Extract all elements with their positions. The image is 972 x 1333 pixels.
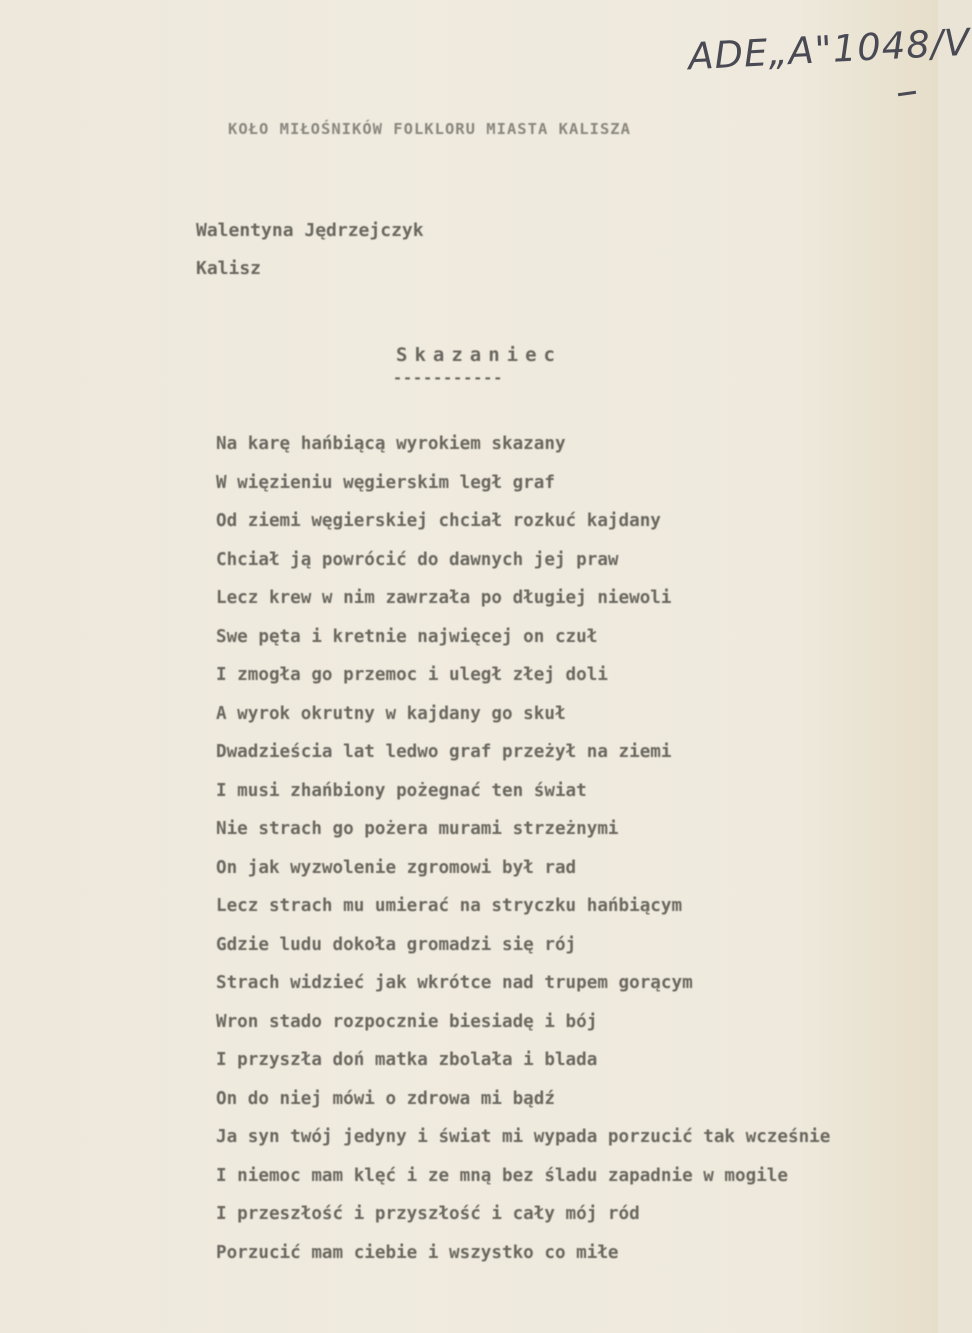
poem-line: Chciał ją powrócić do dawnych jej praw [216, 549, 619, 570]
author-name: Walentyna Jędrzejczyk [196, 220, 424, 241]
poem-line: I przyszła doń matka zbolała i blada [216, 1050, 598, 1070]
organization-header: KOŁO MIŁOŚNIKÓW FOLKLORU MIASTA KALISZA [228, 120, 631, 138]
poem-line: Porzucić mam ciebie i wszystko co miłe [216, 1242, 619, 1263]
poem-line: Strach widzieć jak wkrótce nad trupem gorącym [216, 973, 693, 993]
poem-line: W więzieniu węgierskim legł graf [216, 472, 555, 493]
poem-line: Na karę hańbiącą wyrokiem skazany [216, 434, 566, 454]
poem-line: Gdzie ludu dokoła gromadzi się rój [216, 934, 577, 955]
poem-line: Ja syn twój jedyny i świat mi wypada porzucić tak wcześnie [216, 1127, 831, 1147]
poem-title-underline: ----------- [393, 369, 504, 387]
poem-line: Nie strach go pożera murami strzeżnymi [216, 819, 619, 839]
poem-line: A wyrok okrutny w kajdany go skuł [216, 703, 566, 724]
archive-signature-underline [898, 91, 916, 96]
poem-line: I niemoc mam klęć i ze mną bez śladu zapadnie w mogile [216, 1165, 788, 1186]
poem-line: Wron stado rozpocznie biesiadę i bój [216, 1011, 598, 1032]
author-place: Kalisz [196, 258, 262, 279]
poem-line: I zmogła go przemoc i uległ złej doli [216, 665, 608, 685]
poem-line: Lecz krew w nim zawrzała po długiej niewoli [216, 588, 672, 608]
poem-line: Od ziemi węgierskiej chciał rozkuć kajdany [216, 511, 661, 531]
poem-line: Lecz strach mu umierać na stryczku hańbiącym [216, 896, 683, 916]
poem-line: I przeszłość i przyszłość i cały mój ród [216, 1204, 640, 1224]
poem-line: On do niej mówi o zdrowa mi bądź [216, 1088, 555, 1109]
poem-line: Swe pęta i kretnie najwięcej on czuł [216, 626, 598, 647]
archive-signature: ADE„A"1048/V [687, 20, 972, 79]
poem-line: Dwadzieścia lat ledwo graf przeżył na ziemi [216, 742, 672, 762]
poem-body [216, 430, 830, 1277]
poem-line: I musi zhańbiony pożegnać ten świat [216, 780, 587, 801]
poem-line: On jak wyzwolenie zgromowi był rad [216, 857, 577, 878]
poem-title: Skazaniec [396, 344, 562, 366]
